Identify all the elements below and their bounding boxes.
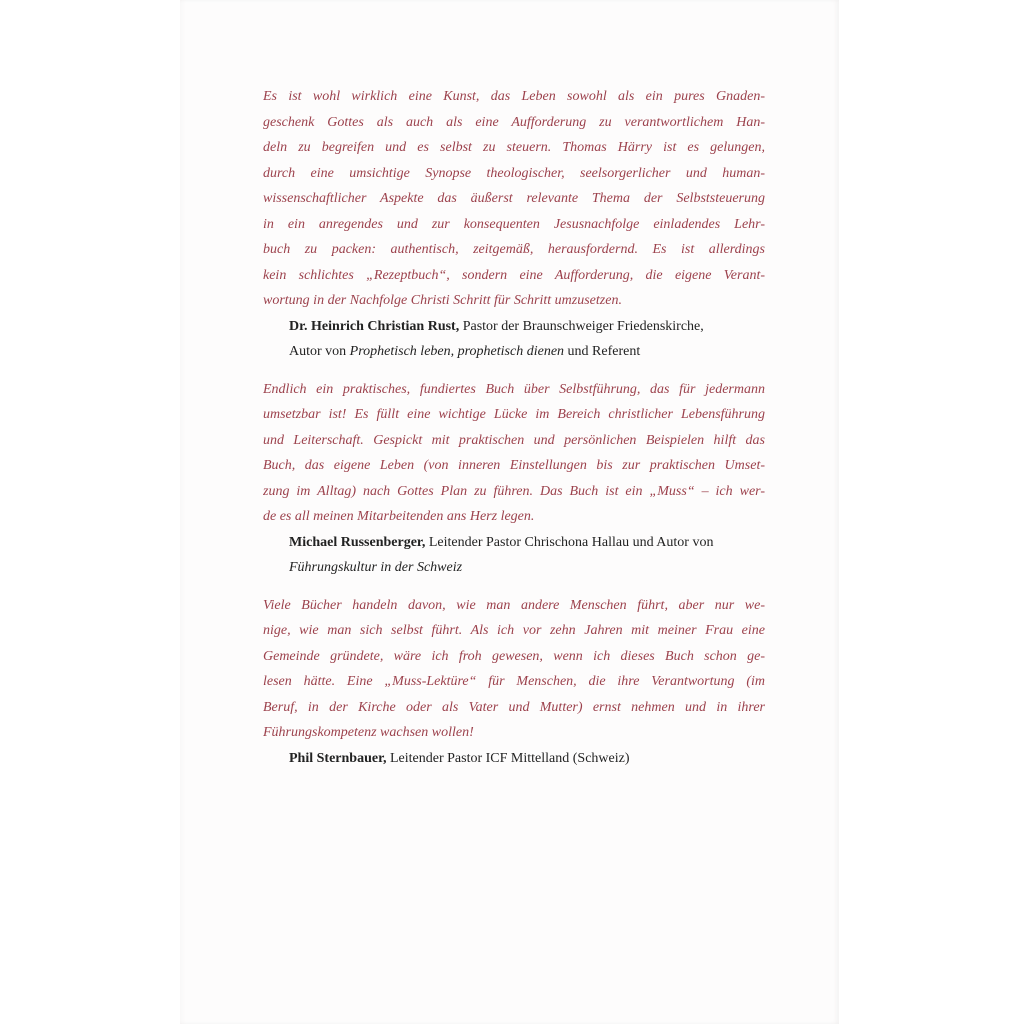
quote-line: wortung in der Nachfolge Christi Schritt für Schritt umzusetzen. <box>263 293 622 308</box>
quote-line: Endlich ein praktisches, fundiertes Buch über Selbstführung, das für jedermann <box>263 381 765 397</box>
quote-line: Gemeinde gründete, wäre ich froh gewesen, wenn ich dieses Buch schon ge- <box>263 648 765 664</box>
attribution-role: Leitender Pastor ICF Mittelland (Schweiz) <box>386 750 630 766</box>
attribution-name: Michael Russenberger, <box>289 534 426 550</box>
testimonial-3 <box>263 593 765 772</box>
testimonial-attribution <box>263 530 765 581</box>
testimonial-attribution <box>263 314 765 365</box>
testimonial-quote <box>263 377 765 530</box>
quote-line: durch eine umsichtige Synopse theologischer, seelsorgerlicher und human- <box>263 165 765 181</box>
attribution-name: Phil Sternbauer, <box>289 750 387 766</box>
attribution-role: und Referent <box>564 344 641 359</box>
attribution-book-title: Führungskultur in der Schweiz <box>289 560 463 575</box>
quote-line: lesen hätte. Eine „Muss-Lektüre“ für Menschen, die ihre Verantwortung (im <box>263 674 765 689</box>
quote-line: Viele Bücher handeln davon, wie man andere Menschen führt, aber nur we- <box>263 597 765 613</box>
quote-line: Führungskompetenz wachsen wollen! <box>263 725 474 740</box>
quote-line: nige, wie man sich selbst führt. Als ich vor zehn Jahren mit meiner Frau eine <box>263 623 765 638</box>
quote-line: buch zu packen: authentisch, zeitgemäß, herausfordernd. Es ist allerdings <box>263 242 765 257</box>
attribution-line <box>289 555 765 581</box>
endorsements-text-block <box>263 84 765 771</box>
attribution-role: Autor von <box>289 344 350 359</box>
quote-line: wissenschaftlicher Aspekte das äußerst relevante Thema der Selbststeuerung <box>263 191 765 206</box>
quote-line: und Leiterschaft. Gespickt mit praktischen und persönlichen Beispielen hilft das <box>263 432 765 448</box>
attribution-line <box>289 339 765 365</box>
quote-line: de es all meinen Mitarbeitenden ans Herz legen. <box>263 509 535 524</box>
quote-line: Buch, das eigene Leben (von inneren Einstellungen bis zur praktischen Umset- <box>263 458 765 473</box>
attribution-role: Leitender Pastor Chrischona Hallau und Autor von <box>425 534 714 550</box>
attribution-name: Dr. Heinrich Christian Rust, <box>289 318 460 334</box>
attribution-line <box>289 530 765 556</box>
testimonial-attribution <box>263 746 765 772</box>
quote-line: kein schlichtes „Rezeptbuch“, sondern eine Aufforderung, die eigene Verant- <box>263 267 765 283</box>
testimonial-1 <box>263 84 765 365</box>
quote-line: umsetzbar ist! Es füllt eine wichtige Lücke im Bereich christlicher Lebensführung <box>263 407 765 422</box>
attribution-book-title: Prophetisch leben, prophetisch dienen <box>349 344 565 359</box>
testimonial-quote <box>263 84 765 314</box>
testimonial-quote <box>263 593 765 746</box>
quote-line: in ein anregendes und zur konsequenten Jesusnachfolge einladendes Lehr- <box>263 216 765 232</box>
attribution-role: Pastor der Braunschweiger Friedenskirche, <box>459 318 704 334</box>
quote-line: Beruf, in der Kirche oder als Vater und Mutter) ernst nehmen und in ihrer <box>263 699 765 715</box>
quote-line: geschenk Gottes als auch als eine Aufforderung zu verantwortlichem Han- <box>263 114 765 130</box>
attribution-line <box>289 746 765 772</box>
testimonial-2 <box>263 377 765 581</box>
quote-line: deln zu begreifen und es selbst zu steuern. Thomas Härry ist es gelungen, <box>263 140 765 155</box>
quote-line: zung im Alltag) nach Gottes Plan zu führen. Das Buch ist ein „Muss“ – ich wer- <box>263 483 765 499</box>
attribution-line <box>289 314 765 340</box>
quote-line: Es ist wohl wirklich eine Kunst, das Leben sowohl als ein pures Gnaden- <box>263 89 765 104</box>
